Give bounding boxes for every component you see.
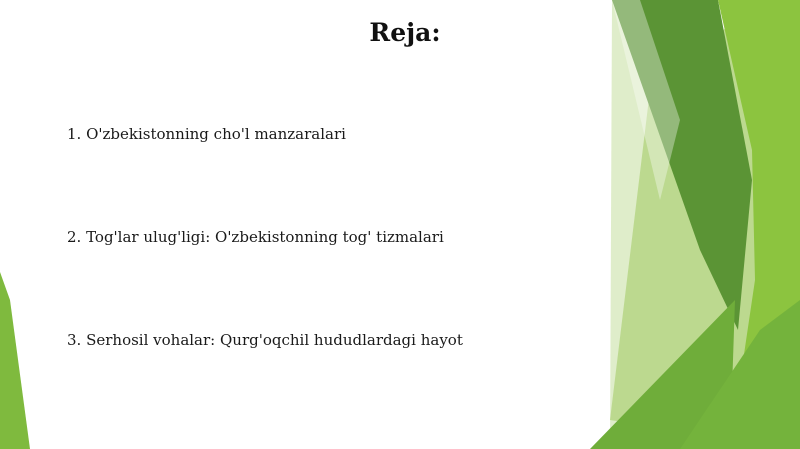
left-green-sliver: [0, 272, 30, 449]
plan-item-3: 3. Serhosil vohalar: Qurg'oqchil hududlardagi hayot: [67, 331, 463, 349]
plan-item-2: 2. Tog'lar ulug'ligi: O'zbekistonning tog' tizmalari: [67, 228, 444, 246]
plan-item-1: 1. O'zbekistonning cho'l manzaralari: [67, 125, 346, 143]
slide-title: Reja:: [369, 18, 441, 47]
